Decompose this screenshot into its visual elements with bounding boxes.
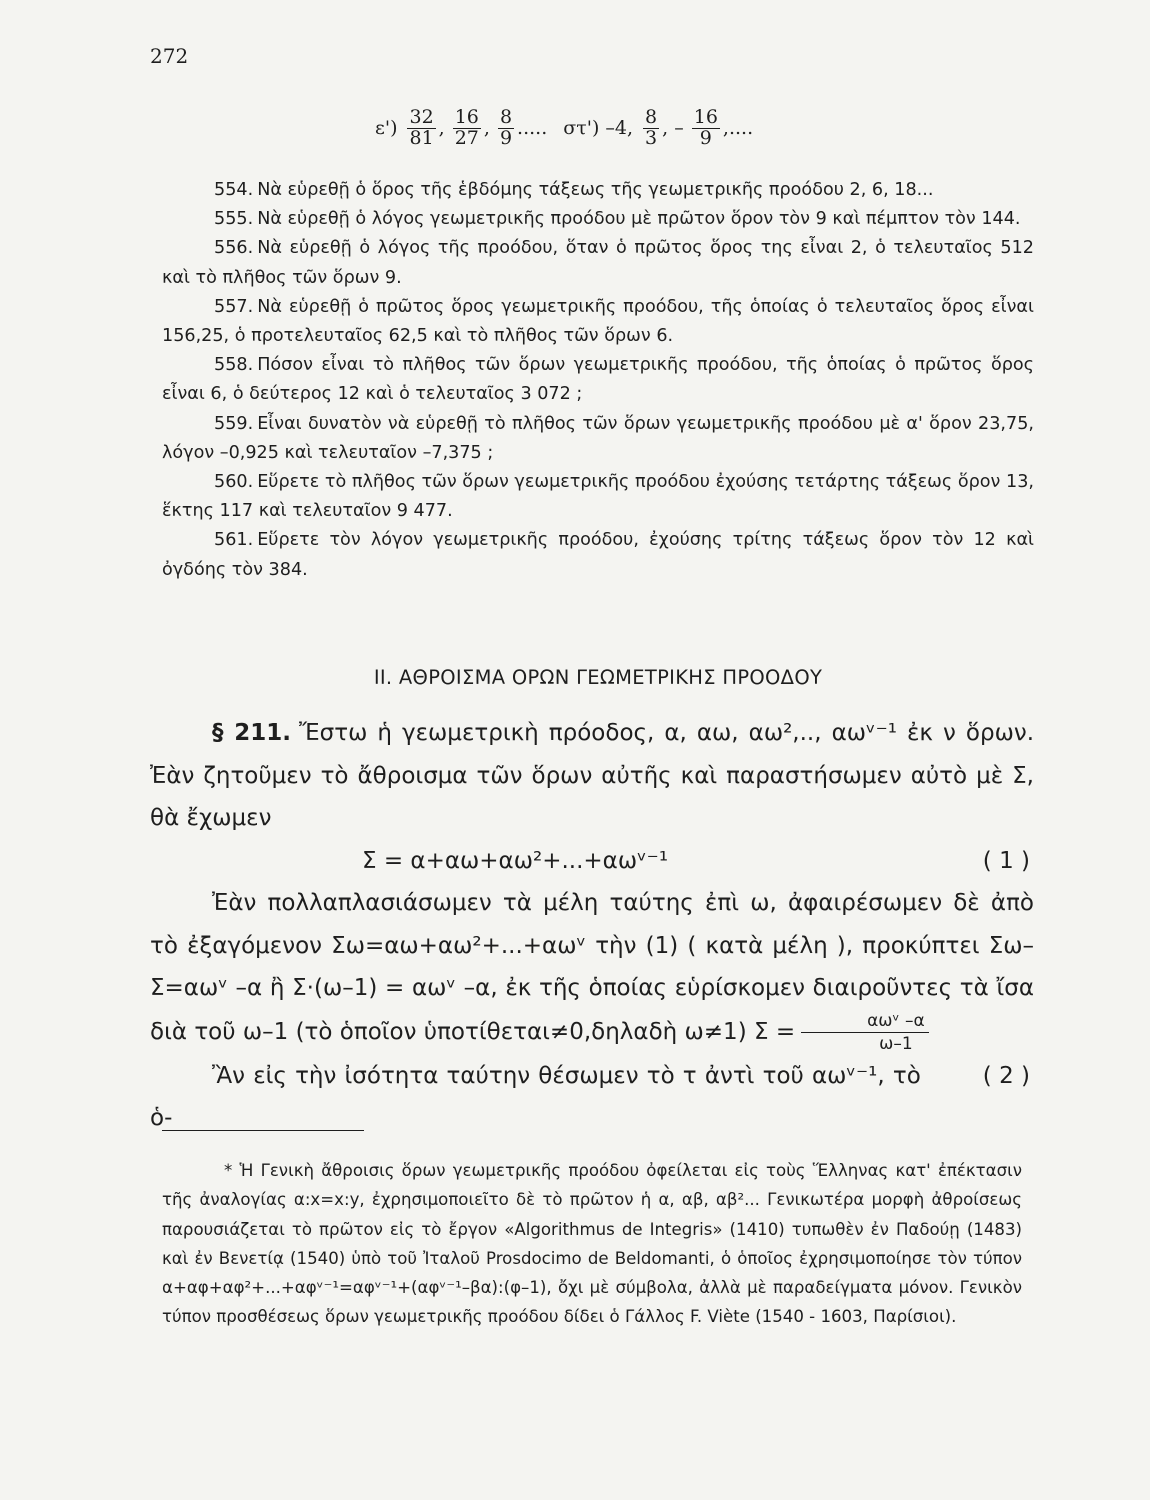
fraction: $\frac{32}{81}$ <box>409 106 434 149</box>
paragraph: Ἐὰν πολλαπλασιάσωμεν τὰ μέλη ταύτης ἐπὶ ω, ἀφαιρέσωμεν δὲ ἀπὸ τὸ ἐξαγόμενον Σω=αω+αω²+...+αωᵛ τὴν (1) ( κατὰ μέλη ), προκύπτει Σω–Σ=αωᵛ –α ἢ Σ·(ω–1) = αωᵛ –α, ἐκ τῆς ὁποίας εὑρίσκομεν διαιροῦντες τὰ ἴσα διὰ τοῦ ω–1 (τὸ ὁποῖον ὑποτίθεται≠0,δηλαδὴ ω≠1) Σ = $\frac{\text{αωᵛ –α}}{\omega-1}$ ( 2 ) <box>150 882 1034 1055</box>
fraction: $\frac{16}{9}$ <box>693 106 718 149</box>
page-number: 272 <box>150 44 189 68</box>
fractions-row: ε') $\frac{32}{81}$ , $\frac{16}{27}$ , $\frac{8}{9}$ ..... στ') –4, $\frac{8}{3}$ , – $\frac{16}{9}$ ,.... <box>375 106 754 149</box>
exercise-list <box>162 176 1034 585</box>
exercise-item: 554. Νὰ εὑρεθῇ ὁ ὅρος τῆς ἑβδόμης τάξεως τῆς γεωμετρικῆς προόδου 2, 6, 18... <box>214 180 934 200</box>
paragraph: Ἂν εἰς τὴν ἰσότητα ταύτην θέσωμεν τὸ τ ἀντὶ τοῦ αωᵛ⁻¹, τὸ ὁ- <box>150 1062 921 1131</box>
fraction: $\frac{8}{9}$ <box>499 106 513 149</box>
exercise-item: 556. Νὰ εὑρεθῇ ὁ λόγος τῆς προόδου, ὅταν ὁ πρῶτος ὅρος της εἶναι 2, ὁ τελευταῖος 512 καὶ τὸ πλῆθος τῶν ὅρων 9. <box>162 238 1034 288</box>
exercise-item: 557. Νὰ εὑρεθῇ ὁ πρῶτος ὅρος γεωμετρικῆς προόδου, τῆς ὁποίας ὁ τελευταῖος ὅρος εἶναι 156,25, ὁ προτελευταῖος 62,5 καὶ τὸ πλῆθος τῶν ὅρων 6. <box>162 296 1034 347</box>
section-mark: § 211. <box>212 720 291 746</box>
paragraph: § 211. Ἔστω ἡ γεωμετρικὴ πρόοδος, α, αω, αω²,.., αωᵛ⁻¹ ἐκ ν ὅρων. Ἐὰν ζητοῦμεν τὸ ἄθροισμα τῶν ὅρων αὐτῆς καὶ παραστήσωμεν αὐτὸ μὲ Σ, θὰ ἔχωμεν <box>150 720 1035 831</box>
fraction: $\frac{8}{3}$ <box>645 106 658 149</box>
equation-number: ( 1 ) <box>982 847 1030 874</box>
formula-1: Σ = α+αω+αω²+...+αωᵛ⁻¹ ( 1 ) <box>150 840 1034 883</box>
label-e: ε') <box>375 117 398 140</box>
equation-number: ( 2 ) <box>982 1062 1030 1089</box>
exercise-item: 555. Νὰ εὑρεθῇ ὁ λόγος γεωμετρικῆς προόδου μὲ πρῶτον ὅρον τὸν 9 καὶ πέμπτον τὸν 144. <box>214 209 1021 230</box>
fraction: $\frac{16}{27}$ <box>454 106 479 149</box>
exercise-item: 561. Εὕρετε τὸν λόγον γεωμετρικῆς προόδου, ἐχούσης τρίτης τάξεως ὅρον τὸν 12 καὶ ὀγδόης τὸν 384. <box>162 530 1034 580</box>
footnote-rule <box>162 1130 364 1131</box>
footnote <box>162 1156 1022 1332</box>
exercise-item: 559. Εἶναι δυνατὸν νὰ εὑρεθῇ τὸ πλῆθος τῶν ὅρων γεωμετρικῆς προόδου μὲ α' ὅρον 23,75, λόγον –0,925 καὶ τελευταῖον –7,375 ; <box>162 413 1034 463</box>
exercise-item: 558. Πόσον εἶναι τὸ πλῆθος τῶν ὅρων γεωμετρικῆς προόδου, τῆς ὁποίας ὁ πρῶτος ὅρος εἶναι 6, ὁ δεύτερος 12 καὶ ὁ τελευταῖος 3 072 ; <box>162 355 1034 405</box>
exercise-item: 560. Εὕρετε τὸ πλῆθος τῶν ὅρων γεωμετρικῆς προόδου ἐχούσης τετάρτης τάξεως ὅρον 13, ἕκτης 117 καὶ τελευταῖον 9 477. <box>162 472 1034 522</box>
label-st: στ') –4, <box>563 117 634 140</box>
main-text <box>150 712 1034 1140</box>
section-heading: ΙΙ. ΑΘΡΟΙΣΜΑ ΟΡΩΝ ΓΕΩΜΕΤΡΙΚΗΣ ΠΡΟΟΔΟΥ <box>373 666 823 689</box>
footnote-text: * Ἡ Γενικὴ ἄθροισις ὅρων γεωμετρικῆς προόδου ὀφείλεται εἰς τοὺς Ἕλληνας κατ' ἐπέκτασιν τῆς ἀναλογίας α:x=x:y, ἐχρησιμοποιεῖτο δὲ τὸ πρῶτον ἡ α, αβ, αβ²... Γενικωτέρα μορφὴ ἀθροίσεως παρουσιάζεται τὸ πρῶτον εἰς τὸ ἔργον «Algorithmus de Integris» (1410) τυπωθὲν ἐν Παδούῃ (1483) καὶ ἐν Βενετίᾳ (1540) ὑπὸ τοῦ Ἰταλοῦ Prosdocimo de Beldomanti, ὁ ὁποῖος ἐχρησιμοποίησε τὸν τύπον α+αφ+αφ²+...+αφᵛ⁻¹=αφᵛ⁻¹+(αφᵛ⁻¹–βα):(φ–1), ὄχι μὲ σύμβολα, ἀλλὰ μὲ παραδείγματα μόνον. Γενικὸν τύπον προσθέσεως ὅρων γεωμετρικῆς προόδου δίδει ὁ Γάλλος F. Viète (1540 - 1603, Παρίσιοι). <box>162 1161 1022 1327</box>
fraction: $\frac{\text{αωᵛ –α}}{\omega-1}$ <box>801 1010 929 1055</box>
